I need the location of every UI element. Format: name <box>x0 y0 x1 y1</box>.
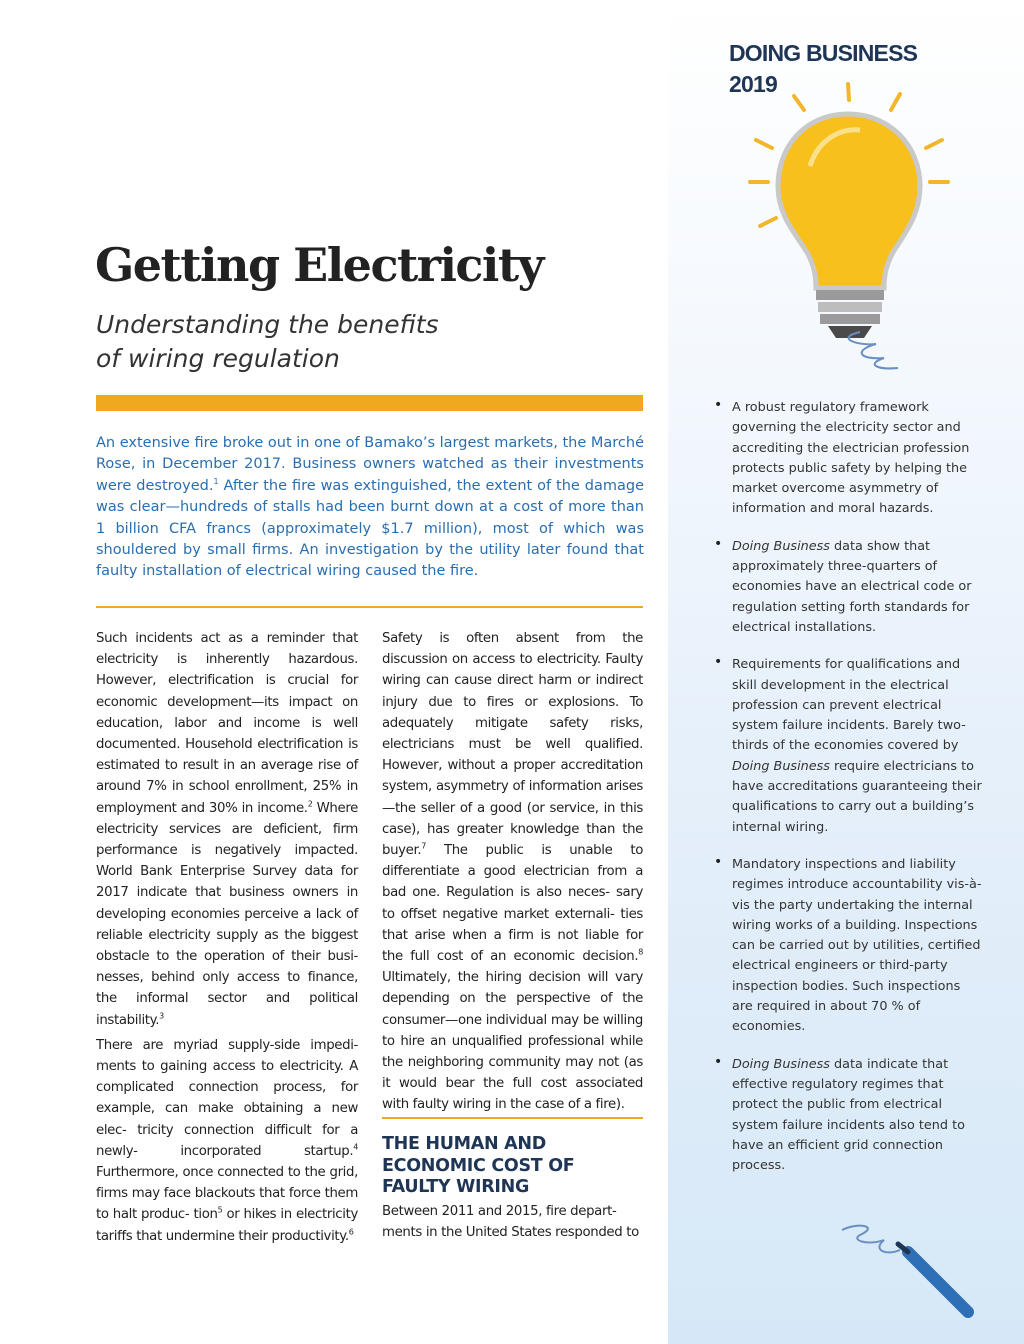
bullet-italic-text: Doing Business <box>732 1056 830 1072</box>
subtitle-line-2: of wiring regulation <box>96 344 340 373</box>
list-item <box>714 1055 984 1177</box>
list-item <box>714 537 984 638</box>
list-item <box>714 398 984 520</box>
body-text: Where electricity services are deficient, firm performance is negatively impacted. World Bank Enterprise Survey data for 2017 indicate that business owners in developing economies perceive a lack of reliable electricity supply as the biggest obstacle to the operation of their busi- nesses, behind only access to finance, the informal sector and political instability. <box>96 800 358 1028</box>
intro-text-2: After the fire was extinguished, the extent of the damage was clear—hundreds of stalls had been burnt down at a cost of more than 1 billion CFA francs (approximately $1.7 million), most of which was shouldered by small firms. An investigation by the utility later found that faulty installation of electrical wiring caused the fire. <box>96 477 644 580</box>
footnote-ref-8: 8 <box>638 947 643 957</box>
bullet-icon: • <box>714 853 723 870</box>
bullet-italic-text: Doing Business <box>732 538 830 554</box>
body-text: Safety is often absent from the discussion on access to electricity. Faulty wiring can cause direct harm or indirect injury due to fires or explosions. To adequately mitigate safety risks, electricians must be well qualified. However, without a proper accreditation system, asymmetry of information arises—the seller of a good (or service, in this case), has greater knowledge than the buyer. <box>382 631 643 859</box>
body-paragraph <box>96 628 358 1031</box>
page-subtitle <box>96 308 516 376</box>
subtitle-line-1: Understanding the benefits <box>96 310 439 339</box>
footnote-ref-3: 3 <box>159 1011 164 1021</box>
footnote-ref-5: 5 <box>217 1206 223 1216</box>
brand-line-2: 2019 <box>729 71 777 97</box>
bullet-text: data show that approximately three-quarters of economies have an electrical code or regulation setting forth standards for electrical installations. <box>732 538 972 635</box>
footnote-ref-2: 2 <box>307 799 313 809</box>
body-column-2 <box>382 628 643 1116</box>
body-text: or hikes in electricity tariffs that undermine their productivity. <box>96 1207 358 1244</box>
intro-text-1: An extensive fire broke out in one of Bamako’s largest markets, the Marché Rose, in December 2017. Business owners watched as their investments were destroyed. <box>96 435 644 494</box>
section-divider-2 <box>382 1117 643 1119</box>
title-accent-bar <box>96 395 643 411</box>
body-text: Furthermore, once connected to the grid, firms may face blackouts that force them to halt produc- tion <box>96 1165 358 1223</box>
footnote-ref-6: 6 <box>348 1227 354 1237</box>
bullet-icon: • <box>714 397 723 413</box>
body-column-1 <box>96 628 358 1247</box>
body-text: There are myriad supply-side impedi- ments to gaining access to electricity. A complicated connection process, for example, can make obtaining a new elec- tricity connection difficult for a newly- incorporated startup. <box>96 1037 358 1159</box>
body-paragraph <box>96 1035 358 1247</box>
footnote-ref-7: 7 <box>421 841 427 851</box>
bullet-icon: • <box>714 535 723 552</box>
section-heading: THE HUMAN AND ECONOMIC COST OF FAULTY WIRING <box>382 1134 575 1197</box>
intro-paragraph <box>96 433 644 583</box>
light-bulb-icon <box>748 76 978 376</box>
list-item <box>714 855 984 1038</box>
bullet-icon: • <box>714 654 723 671</box>
body-paragraph-continued: Between 2011 and 2015, fire depart- ments in the United States responded to <box>382 1204 639 1241</box>
body-text: Such incidents act as a reminder that electricity is inherently hazardous. However, electrification is crucial for economic development—its impact on education, labor and income is well documented. Household electrification is estimated to result in an average rise of around 7% in school enrollment, 25% in employment and 30% in income. <box>96 631 358 816</box>
bullet-text: A robust regulatory framework governing the electricity sector and accrediting the electrician profession protects public safety by helping the market overcome asymmetry of information and moral hazards. <box>732 400 970 517</box>
body-text: The public is unable to differentiate a good electrician from a bad one. Regulation is also neces- sary to offset negative market externali- ties that arise when a firm is not liable for the full cost of an economic decision. <box>382 843 643 965</box>
bullet-text: Requirements for qualifications and skill development in the electrical profession can prevent electrical system failure incidents. Barely two-thirds of the economies covered by <box>732 657 966 754</box>
bullet-italic-text: Doing Business <box>732 758 830 774</box>
body-paragraph <box>382 628 643 1116</box>
body-text: Ultimately, the hiring decision will vary depending on the perspective of the consumer—one individual may be willing to hire an unqualified professional while the neighboring community may not (as it would bear the full cost associated with faulty wiring in the case of a fire). <box>382 970 643 1113</box>
brand-line-1: DOING BUSINESS <box>729 40 918 66</box>
footnote-ref-4: 4 <box>353 1142 358 1152</box>
page-title: Getting Electricity <box>95 238 543 292</box>
footnote-ref-1: 1 <box>213 476 219 486</box>
section-divider <box>96 606 643 608</box>
list-item <box>714 655 984 838</box>
bullet-icon: • <box>714 1053 723 1070</box>
bullet-text: require electricians to have accreditations guaranteeing their qualifications to carry out a building’s internal wiring. <box>732 758 982 835</box>
bullet-text: data indicate that effective regulatory regimes that protect the public from electrical system failure incidents also tend to have an efficient grid connection process. <box>732 1056 965 1174</box>
bullet-text: Mandatory inspections and liability regimes introduce accountability vis-à-vis the party undertaking the internal wiring works of a building. Inspections can be carried out by utilities, certified electrical engineers or third-party inspection bodies. Such inspections are required in about 70 % of economies. <box>732 856 982 1035</box>
key-findings-list <box>714 398 984 1193</box>
pen-icon <box>838 1218 1018 1344</box>
